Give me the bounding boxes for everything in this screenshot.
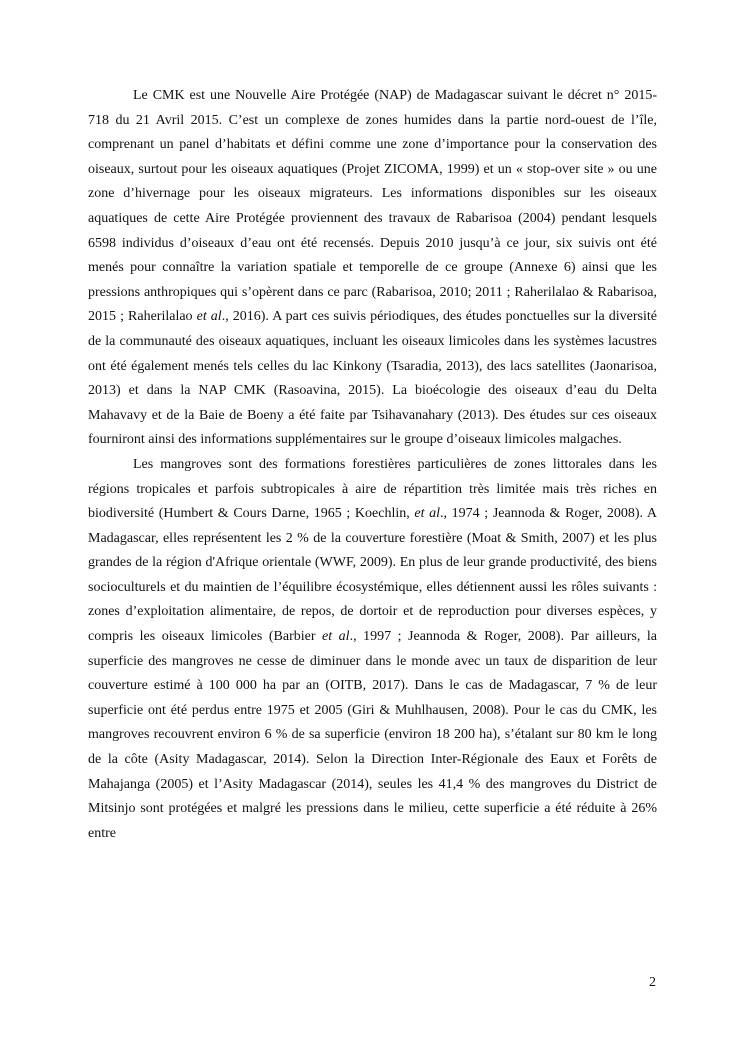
paragraph-text: ., 2016). A part ces suivis périodiques, des études ponctuelles sur la diversité de la communauté des oiseaux aquatiques, incluant les oiseaux limicoles dans les systèmes lacustres ont été également menés tels celles du lac Kinkony (Tsaradia, 2013), des lacs satellites (Jaonarisoa, 2013) et dans la NAP CMK (Rasoavina, 2015). La bioécologie des oiseaux d’eau du Delta Mahavavy et de la Baie de Boeny a été faite par Tsihavanahary (2013). Des études sur ces oiseaux fourniront ainsi des informations supplémentaires sur le groupe d’oiseaux limicoles malgaches. bbox=[88, 309, 657, 448]
italic-et-al: et al bbox=[322, 629, 350, 645]
italic-et-al: et al bbox=[414, 506, 441, 522]
italic-et-al: et al bbox=[196, 309, 222, 325]
paragraph-text: ., 1997 ; Jeannoda & Roger, 2008). Par ailleurs, la superficie des mangroves ne cesse de diminuer dans le monde avec un taux de disparition de leur couverture estimé à 100 000 ha par an (OITB, 2017). Dans le cas de Madagascar, 7 % de leur superficie ont été perdus entre 1975 et 2005 (Giri & Muhlhausen, 2008). Pour le cas du CMK, les mangroves recouvrent environ 6 % de sa superficie (environ 18 200 ha), s’étalant sur 80 km le long de la côte (Asity Madagascar, 2014). Selon la Direction Inter-Régionale des Eaux et Forêts de Mahajanga (2005) et l’Asity Madagascar (2014), seules les 41,4 % des mangroves du District de Mitsinjo sont protégées et malgré les pressions dans le milieu, cette superficie a été réduite à 26% entre bbox=[88, 629, 657, 841]
page-body bbox=[88, 84, 657, 846]
paragraph-mangroves bbox=[88, 453, 657, 847]
paragraph-text: ., 1974 ; Jeannoda & Roger, 2008). A Madagascar, elles représentent les 2 % de la couverture forestière (Moat & Smith, 2007) et les plus grandes de la région d'Afrique orientale (WWF, 2009). En plus de leur grande productivité, des biens socioculturels et du maintien de l’équilibre écosystémique, elles détiennent aussi les rôles suivants : zones d’exploitation alimentaire, de repos, de dortoir et de reproduction pour diverses espèces, y compris les oiseaux limicoles (Barbier bbox=[88, 506, 657, 645]
paragraph-text: Les mangroves sont des formations forestières particulières de zones littorales dans les régions tropicales et parfois subtropicales à aire de répartition très limitée mais très riches en biodiversité (Humbert & Cours Darne, 1965 ; Koechlin, bbox=[88, 456, 657, 522]
paragraph-text: Le CMK est une Nouvelle Aire Protégée (NAP) de Madagascar suivant le décret n° 2015-718 du 21 Avril 2015. C’est un complexe de zones humides dans la partie nord-ouest de l’île, comprenant un panel d’habitats et défini comme une zone d’importance pour la conservation des oiseaux, surtout pour les oiseaux aquatiques (Projet ZICOMA, 1999) et un « stop-over site » ou une zone d’hivernage pour les oiseaux migrateurs. Les informations disponibles sur les oiseaux aquatiques de cette Aire Protégée proviennent des travaux de Rabarisoa (2004) pendant lesquels 6598 individus d’oiseaux d’eau ont été recensés. Depuis 2010 jusqu’à ce jour, six suivis ont été menés pour connaître la variation spatiale et temporelle de ce groupe (Annexe 6) ainsi que les pressions anthropiques qui s’opèrent dans ce parc (Rabarisoa, 2010; 2011 ; Raherilalao & Rabarisoa, 2015 ; Raherilalao bbox=[88, 88, 657, 325]
page-number: 2 bbox=[649, 975, 656, 990]
paragraph-cmk bbox=[88, 84, 657, 453]
